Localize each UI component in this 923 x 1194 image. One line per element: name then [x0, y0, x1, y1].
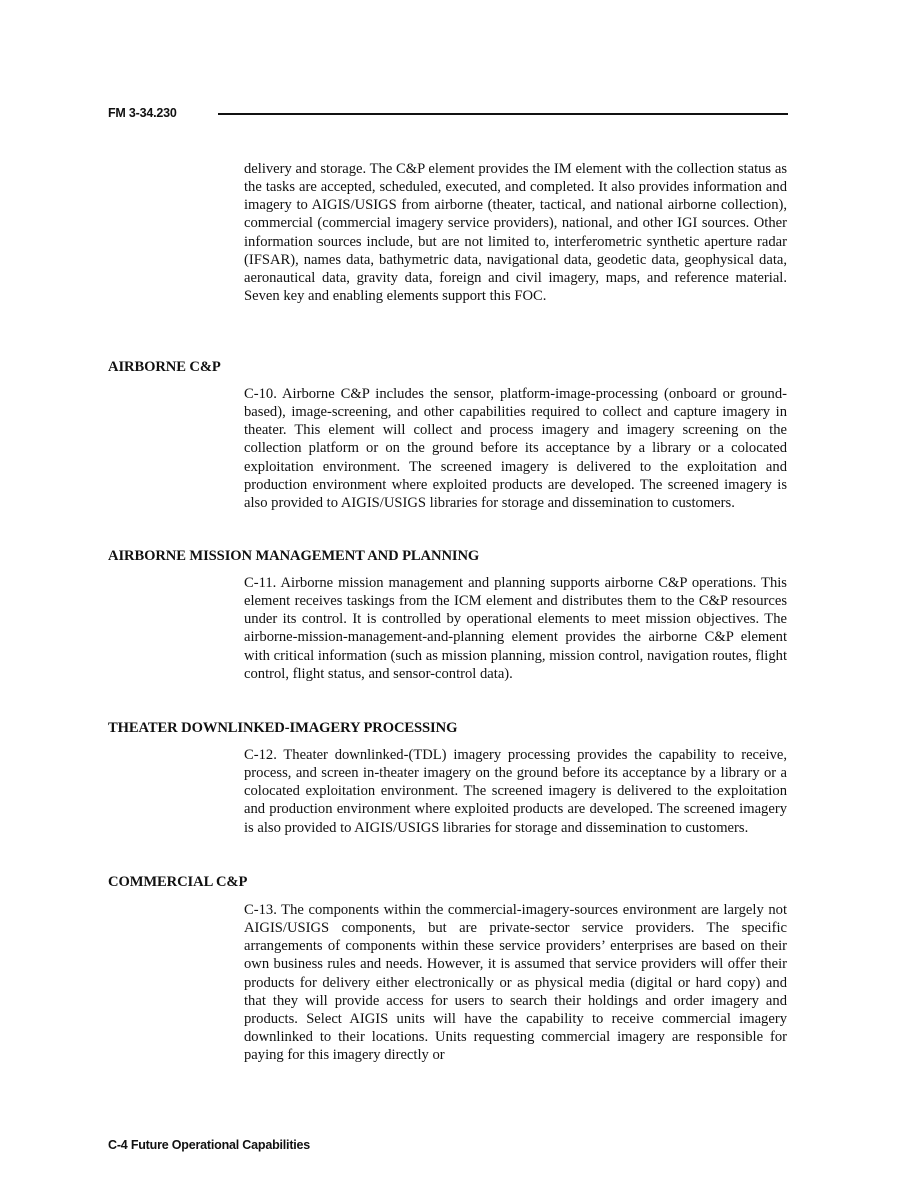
- section-heading-commercial-cp: COMMERCIAL C&P: [108, 874, 248, 890]
- header-rule: [218, 113, 788, 115]
- section-heading-theater-downlinked-imagery: THEATER DOWNLINKED-IMAGERY PROCESSING: [108, 720, 458, 736]
- paragraph-c-10: C-10. Airborne C&P includes the sensor, platform-image-processing (onboard or ground-based), image-screening, and other capabilities required to collect and capture imagery in theater. This element will collect and process imagery and imagery screening on the collection platform or on the ground before its acceptance by a library or a colocated exploitation environment. The screened imagery is delivered to the exploitation and production environment where exploited products are developed. The screened imagery is also provided to AIGIS/USIGS libraries for storage and dissemination to customers.: [244, 386, 787, 511]
- intro-paragraph: delivery and storage. The C&P element provides the IM element with the collection status as the tasks are accepted, scheduled, executed, and completed. It also provides information and imagery to AIGIS/USIGS from airborne (theater, tactical, and national airborne collection), commercial (commercial imagery service providers), national, and other IGI sources. Other information sources include, but are not limited to, interferometric synthetic aperture radar (IFSAR), names data, bathymetric data, navigational data, geodetic data, geophysical data, aeronautical data, gravity data, foreign and civil imagery, maps, and reference material. Seven key and enabling elements support this FOC.: [244, 161, 787, 305]
- page-footer: C-4 Future Operational Capabilities: [108, 1138, 311, 1152]
- running-header: [108, 104, 788, 122]
- document-id: FM 3-34.230: [108, 106, 177, 120]
- paragraph-c-11: C-11. Airborne mission management and planning supports airborne C&P operations. This element receives taskings from the ICM element and distributes them to the C&P resources under its control. It is controlled by operational elements to meet mission objectives. The airborne-mission-management-and-planning element provides the airborne C&P element with critical information (such as mission planning, mission control, navigation routes, flight control, flight status, and sensor-control data).: [244, 575, 787, 682]
- paragraph-c-13: C-13. The components within the commercial-imagery-sources environment are largely not AIGIS/USIGS components, but are private-sector service providers. The specific arrangements of components within these service providers’ enterprises are based on their own business rules and needs. However, it is assumed that service providers will offer their products for delivery either electronically or as physical media (digital or hard copy) and that they will provide access for users to search their holdings and order imagery and products. Select AIGIS units will have the capability to receive commercial imagery downlinked to their locations. Units requesting commercial imagery are responsible for paying for this imagery directly or: [244, 902, 787, 1064]
- section-heading-airborne-cp: AIRBORNE C&P: [108, 359, 221, 375]
- section-heading-airborne-mission-management: AIRBORNE MISSION MANAGEMENT AND PLANNING: [108, 548, 480, 564]
- paragraph-c-12: C-12. Theater downlinked-(TDL) imagery processing provides the capability to receive, process, and screen in-theater imagery on the ground before its acceptance by a library or a colocated exploitation environment. The screened imagery is delivered to the exploitation and production environment where exploited products are developed. The screened imagery is also provided to AIGIS/USIGS libraries for storage and dissemination to customers.: [244, 747, 787, 836]
